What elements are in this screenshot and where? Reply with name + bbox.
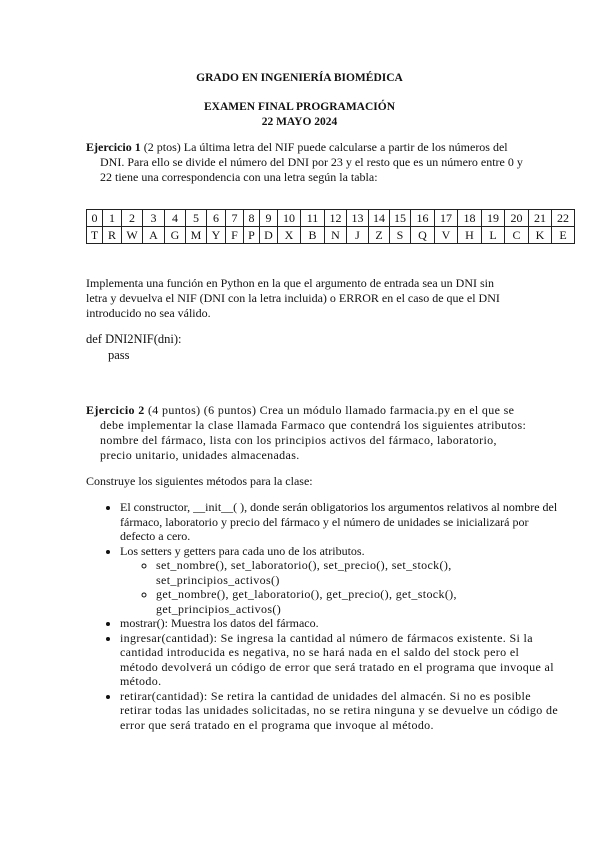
exercise-2-text: (4 puntos) (6 puntos) Crea un módulo llamado farmacia.py en el que se debe implementar la clase llamada Farmaco que contendrá los siguientes atributos: nombre del fármaco, lista con los principios activos del fármaco, laboratorio, precio unitario, unidades almacenadas. bbox=[100, 403, 527, 462]
exercise-2-title: Ejercicio 2 bbox=[86, 403, 145, 417]
retirar-text: retirar(cantidad): Se retira la cantidad de unidades del almacén. Si no es posible retirar todas las unidades solicitadas, no se retira ninguna y se devuelve un código de error que será tratado en el programa que invoque al método. bbox=[120, 688, 558, 732]
table-cell-number: 12 bbox=[325, 210, 347, 227]
table-cell-number: 2 bbox=[122, 210, 143, 227]
table-cell-number: 20 bbox=[505, 210, 529, 227]
exam-title: EXAMEN FINAL PROGRAMACIÓN bbox=[203, 101, 396, 113]
table-cell-number: 4 bbox=[165, 210, 186, 227]
table-cell-number: 0 bbox=[87, 210, 103, 227]
exercise-1-text: (2 ptos) La última letra del NIF puede calcularse a partir de los números del DNI. Para ello se divide el número del DNI por 23 y el resto que es un número entre 0 y 22 tiene una correspondencia con una letra según la tabla: bbox=[100, 140, 523, 184]
exercise-1-title: Ejercicio 1 bbox=[86, 140, 141, 154]
list-item-constructor bbox=[120, 500, 560, 544]
table-cell-letter: C bbox=[505, 227, 529, 244]
list-item-setters-getters bbox=[120, 544, 560, 617]
table-cell-number: 17 bbox=[435, 210, 458, 227]
constructor-text: El constructor, __init__( ), donde serán obligatorios los argumentos relativos al nombre del fármaco, laboratorio y precio del fármaco y el número de unidades se inicializará por defecto a cero. bbox=[120, 500, 558, 543]
table-cell-number: 5 bbox=[186, 210, 207, 227]
table-cell-letter: Z bbox=[369, 227, 390, 244]
nif-letter-table bbox=[86, 209, 575, 244]
table-cell-letter: L bbox=[482, 227, 505, 244]
table-cell-letter: A bbox=[143, 227, 165, 244]
table-cell-number: 22 bbox=[552, 210, 575, 227]
table-cell-letter: B bbox=[301, 227, 325, 244]
table-cell-letter: Y bbox=[207, 227, 226, 244]
getters-text: get_nombre(), get_laboratorio(), get_precio(), get_stock(), get_principios_activos() bbox=[156, 587, 457, 616]
table-cell-number: 21 bbox=[529, 210, 552, 227]
table-cell-number: 19 bbox=[482, 210, 505, 227]
mostrar-text: mostrar(): Muestra los datos del fármaco. bbox=[120, 616, 319, 630]
table-cell-letter: T bbox=[87, 227, 103, 244]
degree-title: GRADO EN INGENIERÍA BIOMÉDICA bbox=[196, 72, 403, 84]
table-cell-letter: S bbox=[390, 227, 411, 244]
table-cell-letter: P bbox=[244, 227, 260, 244]
setters-getters-text: Los setters y getters para cada uno de los atributos. bbox=[120, 543, 365, 558]
table-row-numbers bbox=[87, 210, 575, 227]
table-cell-number: 3 bbox=[143, 210, 165, 227]
table-cell-letter: R bbox=[103, 227, 122, 244]
table-cell-letter: V bbox=[435, 227, 458, 244]
ingresar-text: ingresar(cantidad): Se ingresa la cantidad al número de fármacos existente. Si la cantidad introducida es negativa, no se hará nada en el saldo del stock pero el método devolverá un código de error que será tratado en el programa que invoque al método. bbox=[120, 630, 554, 688]
exercise-2-statement bbox=[86, 403, 532, 463]
table-cell-letter: X bbox=[278, 227, 301, 244]
table-cell-letter: N bbox=[325, 227, 347, 244]
table-cell-number: 1 bbox=[103, 210, 122, 227]
table-cell-number: 14 bbox=[369, 210, 390, 227]
methods-list bbox=[86, 500, 560, 732]
exercise-1-statement bbox=[86, 140, 532, 185]
code-pass-line: pass bbox=[108, 348, 130, 362]
table-cell-number: 10 bbox=[278, 210, 301, 227]
list-item-getters bbox=[156, 587, 560, 616]
list-item-setters bbox=[156, 558, 560, 587]
setters-text: set_nombre(), set_laboratorio(), set_precio(), set_stock(), set_principios_activos() bbox=[156, 558, 452, 587]
table-cell-letter: W bbox=[122, 227, 143, 244]
table-cell-letter: Q bbox=[411, 227, 435, 244]
table-cell-letter: M bbox=[186, 227, 207, 244]
accessor-sublist bbox=[120, 558, 560, 616]
table-cell-letter: G bbox=[165, 227, 186, 244]
table-cell-letter: D bbox=[260, 227, 278, 244]
table-cell-number: 11 bbox=[301, 210, 325, 227]
table-cell-number: 9 bbox=[260, 210, 278, 227]
table-cell-letter: H bbox=[458, 227, 482, 244]
table-cell-letter: K bbox=[529, 227, 552, 244]
table-cell-number: 15 bbox=[390, 210, 411, 227]
list-item-mostrar bbox=[120, 616, 560, 631]
list-item-ingresar bbox=[120, 631, 560, 689]
table-cell-number: 7 bbox=[226, 210, 244, 227]
table-row-letters bbox=[87, 227, 575, 244]
exercise-1-task: Implementa una función en Python en la que el argumento de entrada sea un DNI sin letra y devuelva el NIF (DNI con la letra incluida) o ERROR en el caso de que el DNI introducido no sea válido. bbox=[86, 276, 500, 320]
table-cell-number: 13 bbox=[347, 210, 369, 227]
methods-intro: Construye los siguientes métodos para la clase: bbox=[86, 474, 313, 488]
code-def-line: def DNI2NIF(dni): bbox=[86, 332, 182, 346]
table-cell-number: 6 bbox=[207, 210, 226, 227]
table-cell-number: 16 bbox=[411, 210, 435, 227]
list-item-retirar bbox=[120, 689, 560, 733]
table-cell-number: 8 bbox=[244, 210, 260, 227]
table-cell-letter: E bbox=[552, 227, 575, 244]
table-cell-letter: F bbox=[226, 227, 244, 244]
table-cell-number: 18 bbox=[458, 210, 482, 227]
exam-date: 22 MAYO 2024 bbox=[261, 116, 338, 128]
table-cell-letter: J bbox=[347, 227, 369, 244]
